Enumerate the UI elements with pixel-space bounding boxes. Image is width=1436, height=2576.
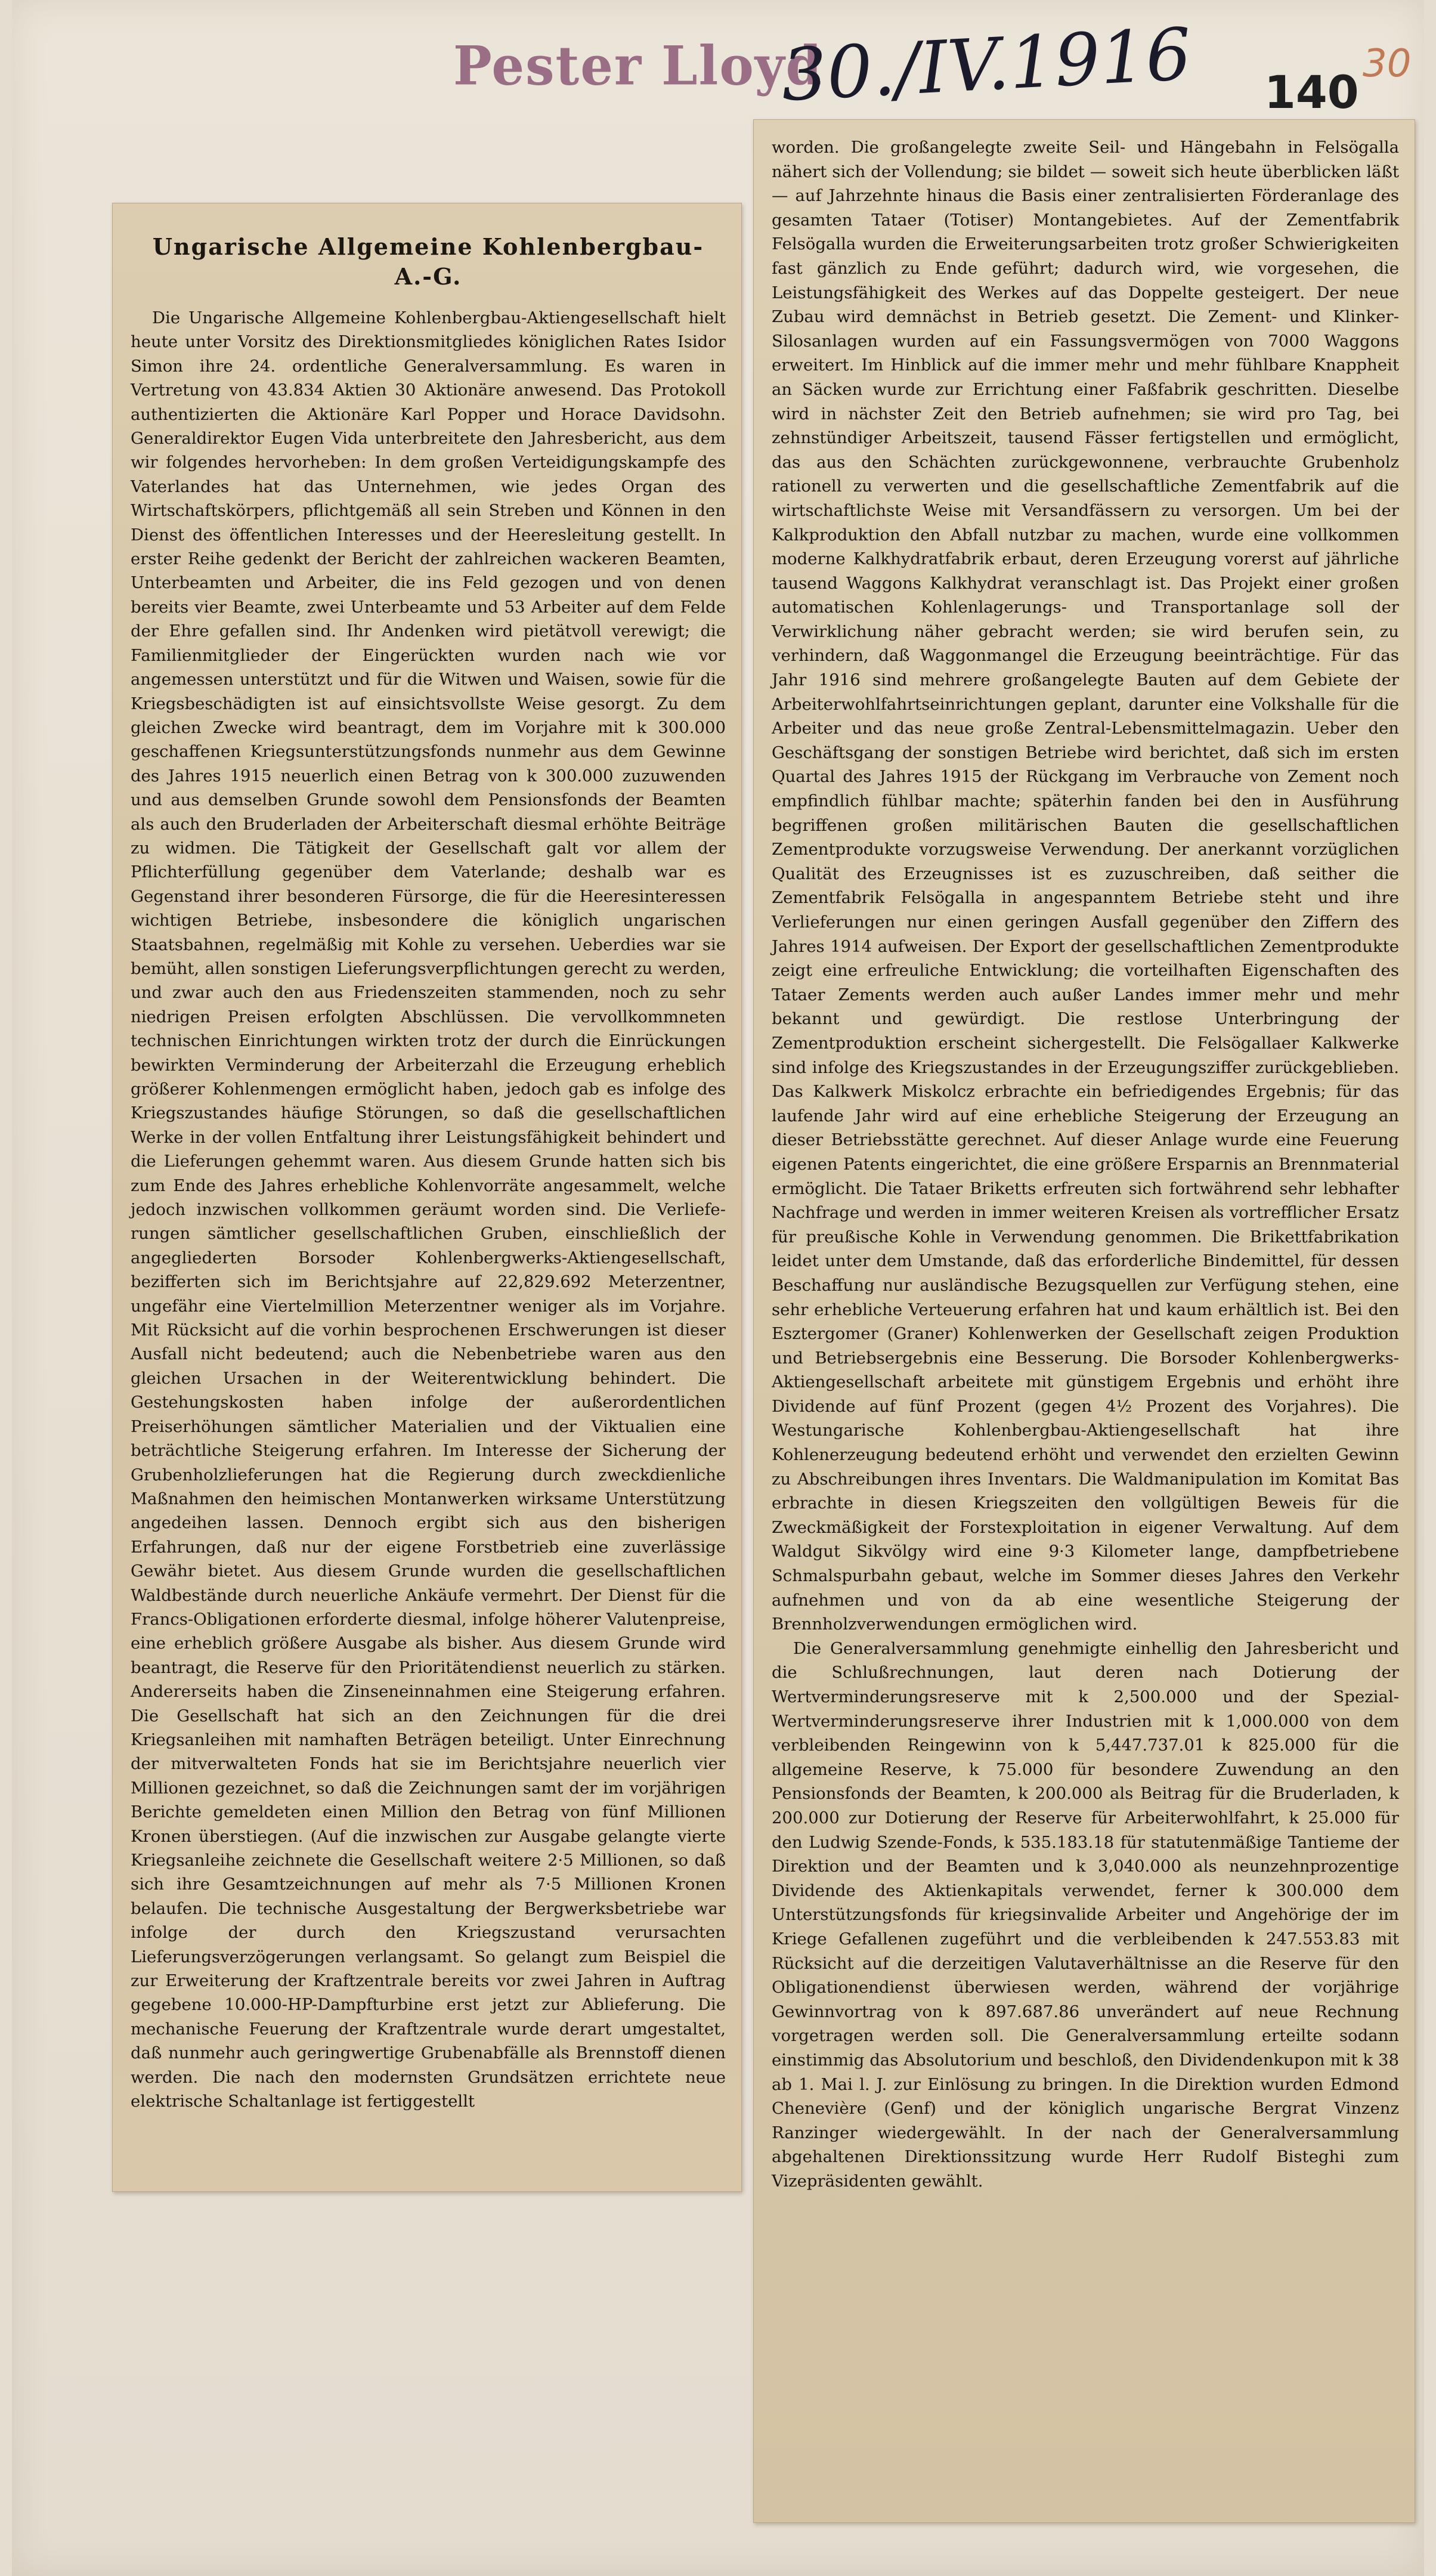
right-column-text (772, 135, 1399, 2193)
pencil-page-number: 30 (1363, 42, 1412, 86)
left-column-text (131, 306, 726, 2113)
handwritten-date: 30./IV.1916 (779, 13, 1194, 117)
right-paragraph: Die Generalversammlung genehmigte einhellig den Jahresbericht und die Schlußrechnungen, laut deren nach Dotierung der Wertverminderungsreserve mit k 2,500.000 und der Spezial-Wertverminderungsreserve ihrer Industrien mit k 1,000.000 von dem verbleibenden Reingewinn von k 5,447.737.01 k 825.000 für die allgemeine Reserve, k 75.000 für besondere Zuwendung an den Pensionsfonds der Beamten, k 200.000 als Beitrag für die Bruderladen, k 200.000 zur Dotierung der Reserve für Arbeiterwohlfahrt, k 25.000 für den Ludwig Szende-Fonds, k 535.183.18 für statutenmäßige Tantieme der Direktion und der Beamten und k 3,040.000 als neunzehnprozentige Dividende des Aktienkapitals verwendet, ferner k 300.000 dem Unterstützungsfonds für kriegsinvalide Arbeiter und Angehörige der im Kriege Gefallenen zugeführt und die verbleibenden k 247.553.83 mit Rücksicht auf die derzeitigen Valutaverhältnisse an die Reserve für den Obligationendienst überwiesen werden, während der vorjährige Gewinnvortrag von k 897.687.86 unverändert auf neue Rechnung vorgetragen werden soll. Die Generalversammlung erteilte sodann einstimmig das Absolutorium und beschloß, den Dividendenkupon mit k 38 ab 1. Mai l. J. zur Einlösung zu bringen. In die Direktion wurden Edmond Chenevière (Genf) und der königlich ungarische Bergrat Vinzenz Ranzinger wiedergewählt. In der nach der Generalversammlung abgehaltenen Direktionssitzung wurde Herr Rudolf Bisteghi zum Vizepräsidenten gewählt. (772, 1638, 1399, 2191)
right-paragraph: worden. Die großangelegte zweite Seil- und Hängebahn in Felsögalla nähert sich der Vollendung; sie bildet — soweit sich heute überblicken läßt — auf Jahrzehnte hinaus die Basis einer zentralisierten Förderanlage des gesamten Tataer (Totiser) Montangebietes. Auf der Zementfabrik Felsögalla wurden die Erweiterungsarbeiten trotz großer Schwierigkeiten fast gänzlich zu Ende geführt; dadurch wird, wie vorgesehen, die Leistungsfähigkeit des Werkes auf das Doppelte gesteigert. Der neue Zubau wird demnächst in Betrieb gesetzt. Die Zement- und Klinker-Silosanlagen wurden auf ein Fassungsvermögen von 7000 Waggons erweitert. Im Hinblick auf die immer mehr und mehr fühlbare Knappheit an Säcken wurde zur Errichtung einer Faßfabrik geschritten. Dieselbe wird in nächster Zeit den Betrieb aufnehmen; sie wird pro Tag, bei zehnstündiger Arbeitszeit, tausend Fässer fertigstellen und ermöglicht, das aus den Schächten zurückgewonnene, verbrauchte Grubenholz rationell zu verwerten und die gesellschaftliche Zementfabrik auf die wirtschaftlichste Weise mit Versandfässern zu versorgen. Um bei der Kalkproduktion den Abfall nutzbar zu machen, wurde eine vollkommen moderne Kalkhydratfabrik erbaut, deren Erzeugung vorerst auf jährliche tausend Waggons Kalkhydrat veranschlagt ist. Das Projekt einer großen automatischen Kohlenlagerungs- und Transportanlage soll der Verwirklichung näher gebracht werden; sie wird berufen sein, zu verhindern, daß Waggonmangel die Erzeugung beeinträchtige. Für das Jahr 1916 sind mehrere großangelegte Bauten auf dem Gebiete der Arbeiterwohlfahrtseinrichtungen geplant, darunter eine Volkshalle für die Arbeiter und das neue große Zentral-Lebensmittelmagazin. Ueber den Geschäftsgang der sonstigen Betriebe wird berichtet, daß sich im ersten Quartal des Jahres 1915 der Rückgang im Verbrauche von Zement noch empfindlich fühlbar machte; späterhin fanden bei den in Ausführung begriffenen großen militärischen Bauten die gesellschaftlichen Zementprodukte vorzugsweise Verwendung. Der anerkannt vorzüglichen Qualität des Erzeugnisses ist es zuzuschreiben, daß seither die Zementfabrik Felsögalla in angespanntem Betriebe steht und ihre Verlieferungen nur einen geringen Ausfall gegenüber den Ziffern des Jahres 1914 aufweisen. Der Export der gesellschaftlichen Zementprodukte zeigt eine erfreuliche Entwicklung; die vorteilhaften Eigenschaften des Tataer Zements werden auch außer Landes immer mehr und mehr bekannt und gewürdigt. Die restlose Unterbringung der Zementproduktion erscheint sichergestellt. Die Felsögallaer Kalkwerke sind infolge des Kriegszustandes in der Erzeugungsziffer zurückgeblieben. Das Kalkwerk Miskolcz erbrachte ein befriedigendes Ergebnis; für das laufende Jahr wird auf eine erhebliche Steigerung der Erzeugung an dieser Betriebsstätte gerechnet. Auf dieser Anlage wurde eine Feuerung eigenen Patents eingerichtet, die eine größere Ersparnis an Brennmaterial ermöglicht. Die Tataer Briketts erfreuten sich fortwährend sehr lebhafter Nachfrage und werden in immer weiteren Kreisen als vortrefflicher Ersatz für preußische Kohle in Verwendung genommen. Die Brikettfabrikation leidet unter dem Umstande, daß das erforderliche Bindemittel, für dessen Beschaffung nur ausländische Bezugsquellen zur Verfügung stehen, eine sehr erhebliche Verteuerung erfahren hat und kaum erhältlich ist. Bei den Esztergomer (Graner) Kohlenwerken der Gesellschaft zeigen Produktion und Betriebsergebnis eine Besserung. Die Borsoder Kohlenbergwerks-Aktiengesellschaft arbeitete mit günstigem Ergebnis und erhöht ihre Dividende auf fünf Prozent (gegen 4½ Prozent des Vorjahres). Die Westungarische Kohlenbergbau-Aktiengesellschaft hat ihre Kohlenerzeugung bedeutend erhöht und verwendet den erzielten Gewinn zu Abschreibungen ihres Inventars. Die Waldmanipulation im Komitat Bas erbrachte in diesen Kriegszeiten den vollgültigen Beweis für die Zweckmäßigkeit der Forstexploitation in eigener Verwaltung. Auf dem Waldgut Sikvölgy wird eine 9·3 Kilometer lange, dampfbetriebene Schmalspurbahn gebaut, welche im Sommer dieses Jahres den Verkehr aufnehmen und von da ab eine wesentliche Steigerung der Brennholzverwendungen ermöglichen wird. (772, 138, 1399, 1634)
archive-sheet (12, 0, 1424, 2576)
newspaper-stamp: Pester Lloyd (453, 34, 823, 98)
clipping-left-column (112, 203, 742, 2192)
page-number: 140 (1264, 66, 1359, 119)
clipping-right-column (753, 119, 1415, 2523)
left-paragraph: Die Ungarische Allgemeine Kohlenbergbau-Aktiengesellschaft hielt heute unter Vorsitz des Direktionsmitgliedes königlichen Rates Isidor Simon ihre 24. ordentliche Generalversammlung. Es waren in Vertretung von 43.834 Aktien 30 Aktionäre anwesend. Das Protokoll authentizierten die Aktionäre Karl Popper und Horace Davidsohn. Generaldirektor Eugen Vida unterbreitete den Jahresbericht, aus dem wir folgendes hervorheben: In dem großen Verteidigungskampfe des Vaterlandes hat das Unternehmen, wie jedes Organ des Wirtschaftskörpers, pflichtgemäß all sein Streben und Können in den Dienst des öffentlichen Interesses und der Heeresleitung gestellt. In erster Reihe gedenkt der Bericht der zahlreichen wackeren Beamten, Unterbeamten und Arbeiter, die ins Feld gezogen und von denen bereits vier Beamte, zwei Unterbeamte und 53 Arbeiter auf dem Felde der Ehre gefallen sind. Ihr Andenken wird pietätvoll verewigt; die Familienmitglieder der Eingerückten wurden nach wie vor angemessen unterstützt und für die Witwen und Waisen, sowie für die Kriegsbeschädigten ist auf einsichtsvollste Weise gesorgt. Zu dem gleichen Zwecke wird beantragt, dem im Vorjahre mit k 300.000 geschaffenen Kriegsunterstützungsfonds nunmehr aus dem Gewinne des Jahres 1915 neuerlich einen Betrag von k 300.000 zuzuwenden und aus demselben Grunde sowohl dem Pensionsfonds der Beamten als auch den Bruderladen der Arbeiterschaft diesmal erhöhte Beiträge zu widmen. Die Tätigkeit der Gesellschaft galt vor allem der Pflichterfüllung gegenüber dem Vaterlande; deshalb war es Gegenstand ihrer besonderen Fürsorge, die für die Heeresinteressen wichtigen Betriebe, insbesondere die königlich ungarischen Staatsbahnen, regelmäßig mit Kohle zu versehen. Ueberdies war sie bemüht, allen sonstigen Lieferungsverpflichtungen gerecht zu werden, und zwar auch den aus Friedenszeiten stammenden, noch zu sehr niedrigen Preisen erfolgten Abschlüssen. Die vervollkommneten technischen Einrichtungen wirkten trotz der durch die Einrückungen bewirkten Verminderung der Arbeiterzahl die Erzeugung erheblich größerer Kohlenmengen ermöglicht haben, jedoch gab es infolge des Kriegszustandes häufige Störungen, so daß die gesellschaftlichen Werke in der vollen Entfaltung ihrer Leistungsfähigkeit behindert und die Lieferungen gehemmt waren. Aus diesem Grunde hatten sich bis zum Ende des Jahres erhebliche Kohlenvorräte angesammelt, welche jedoch inzwischen vollkommen geräumt worden sind. Die Verliefe-rungen sämtlicher gesellschaftlichen Gruben, einschließlich der angegliederten Borsoder Kohlenbergwerks-Aktiengesellschaft, bezifferten sich im Berichtsjahre auf 22,829.692 Meterzentner, ungefähr eine Viertelmillion Meterzentner weniger als im Vorjahre. Mit Rücksicht auf die vorhin besprochenen Erschwerungen ist dieser Ausfall nicht bedeutend; auch die Nebenbetriebe waren aus den gleichen Ursachen in der Weiterentwicklung behindert. Die Gestehungskosten haben infolge der außerordentlichen Preiserhöhungen sämtlicher Materialien und der Viktualien eine beträchtliche Steigerung erfahren. Im Interesse der Sicherung der Grubenholzlieferungen hat die Regierung durch zweckdienliche Maßnahmen den heimischen Montanwerken wirksame Unterstützung angedeihen lassen. Dennoch ergibt sich aus den bisherigen Erfahrungen, daß nur der eigene Forstbetrieb eine zuverlässige Gewähr bietet. Aus diesem Grunde wurden die gesellschaftlichen Waldbestände durch neuerliche Ankäufe vermehrt. Der Dienst für die Francs-Obligationen erforderte diesmal, infolge höherer Valutenpreise, eine erheblich größere Ausgabe als bisher. Aus diesem Grunde wird beantragt, die Reserve für den Prioritätendienst neuerlich zu stärken. Andererseits haben die Zinseneinnahmen eine Steigerung erfahren. Die Gesellschaft hat sich an den Zeichnungen für die drei Kriegsanleihen mit namhaften Beträgen beteiligt. Unter Einrechnung der mitverwalteten Fonds hat sie im Berichtsjahre neuerlich vier Millionen gezeichnet, so daß die Zeichnungen samt der im vorjährigen Berichte gemeldeten einen Million den Betrag von fünf Millionen Kronen überstiegen. (Auf die inzwischen zur Ausgabe gelangte vierte Kriegsanleihe zeichnete die Gesellschaft weitere 2·5 Millionen, so daß sich ihre Gesamtzeichnungen auf mehr als 7·5 Millionen Kronen belaufen. Die technische Ausgestaltung der Bergwerksbetriebe war infolge der durch den Kriegszustand verursachten Lieferungsverzögerungen verlangsamt. So gelangt zum Beispiel die zur Erweiterung der Kraftzentrale bereits vor zwei Jahren in Auftrag gegebene 10.000-HP-Dampfturbine erst jetzt zur Ablieferung. Die mechanische Feuerung der Kraftzentrale wurde derart umgestaltet, daß nunmehr auch geringwertige Grubenabfälle als Brennstoff dienen werden. Die nach den modernsten Grundsätzen errichtete neue elektrische Schaltanlage ist fertiggestellt (131, 308, 726, 2111)
article-headline: Ungarische Allgemeine Kohlenbergbau-A.-G. (152, 233, 704, 290)
